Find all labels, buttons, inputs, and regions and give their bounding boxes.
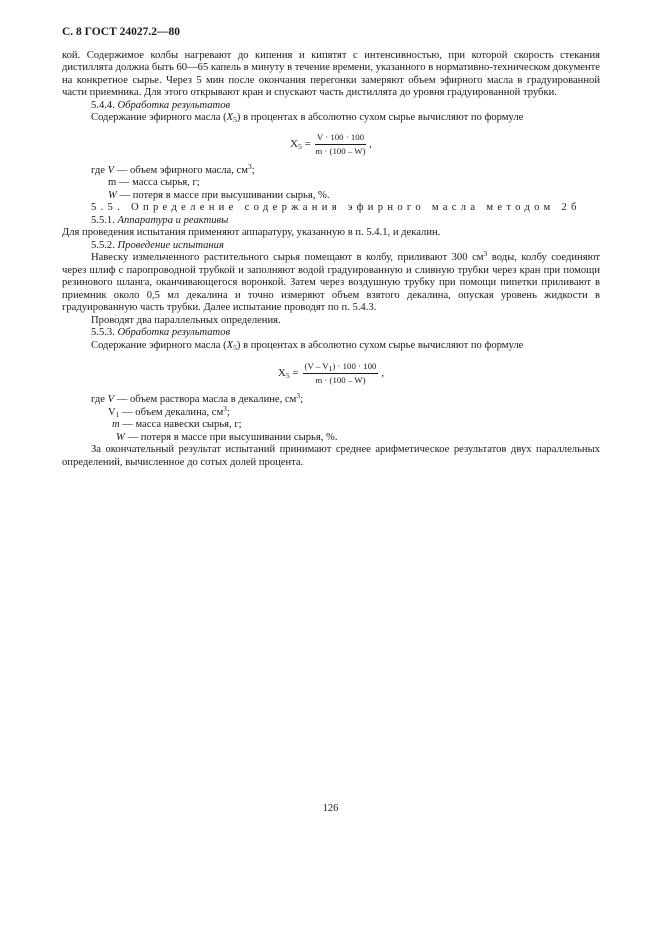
superscript: 3 [483,249,488,258]
var: V [108,406,116,418]
paragraph-apparatus: Для проведения испытания применяют аппаратуру, указанную в п. 5.4.1, и декалин. [62,227,441,238]
section-number: 5.5.2. [91,239,115,251]
where-item-v [62,161,600,178]
section-5-5-3-heading [62,327,600,340]
section-number: 5.4.4. [91,99,115,111]
subscript: 5 [298,142,302,152]
section-5-5-1-heading [62,215,600,228]
paragraph-parallel: Проводят два параллельных определения. [91,314,281,326]
var-x: X [226,112,234,123]
subscript: 1 [115,409,120,419]
section-number: 5.5.3. [91,327,115,338]
text: (V – V [304,360,329,371]
section-5-5-heading: 5.5. Определение содержания эфирного масла методом 2б [91,202,581,213]
formula-fraction [303,361,379,386]
paragraph-final-result: За окончательный результат испытаний принимают среднее арифметическое результатов двух параллельных определений, вычисленное до сотых долей процента. [62,444,600,468]
section-title: Проведение испытания [117,239,224,251]
text: ) в процентах в абсолютно сухом сырье вычисляют по формуле [236,339,524,351]
var: W [108,189,117,201]
superscript: 3 [223,403,227,413]
where-item-v1 [62,403,600,420]
text: ; [300,394,304,405]
var: V [107,164,115,176]
text: — потеря в массе при высушивании сырья, %. [124,431,338,443]
text: Содержание эфирного масла ( [91,339,227,351]
text: где [91,164,108,176]
subscript: 1 [328,363,333,373]
page-header: С. 8 ГОСТ 24027.2—80 [62,26,181,38]
text: — потеря в массе при высушивании сырья, %. [116,189,330,201]
var-x: X [226,339,234,351]
equals-sign: = [292,366,299,379]
formula-lhs [278,367,299,380]
var: W [116,431,125,443]
var-x: X [277,366,286,379]
subscript: 5 [285,370,290,380]
text: ) · 100 · 100 [332,360,377,371]
paragraph-distillation: кой. Содержимое колбы нагревают до кипения и кипятят с интенсивностью, при которой скорость стекания дистиллята должна быть 60—65 капель в минуту в течение времени, указанного в нормативно-техническом документе на конкретное сырье. Через 5 мин после окончания перегонки замеряют объем эфирного масла в градуированной части приемника. Для этого открывают кран и спускают часть дистиллята до уровня градуированной трубки. [62,49,600,98]
where-item-w [62,432,600,445]
document-page [62,26,600,469]
paragraph-formula-intro-1 [62,112,600,125]
formula-1 [62,125,600,165]
text: — объем декалина, см [119,406,224,418]
formula-fraction [315,132,366,157]
section-5-4-4-heading [62,100,600,113]
text: — объем раствора масла в декалине, см [114,394,297,405]
denominator: m · (100 – W) [315,374,366,385]
where-item-w [62,190,600,203]
text: — объем эфирного масла, см [114,164,248,176]
paragraph-procedure [62,249,600,315]
text: Навеску измельченного растительного сырья помещают в колбу, приливают 300 см [91,252,484,263]
formula-comma: , [381,366,385,379]
section-5-5-2-heading [62,240,600,253]
text: — масса навески сырья, г; [119,419,242,430]
formula-lhs [290,138,311,151]
superscript: 3 [247,161,252,171]
section-title: Аппаратура и реактивы [117,214,229,226]
numerator: V · 100 · 100 [315,132,366,145]
where-item-v [62,391,600,407]
var: m [112,419,120,430]
superscript: 3 [296,391,301,400]
formula-comma: , [369,138,372,151]
section-title: Обработка результатов [117,327,231,338]
section-title: Обработка результатов [117,99,231,111]
subscript: 5 [233,342,237,352]
text: ; [226,406,230,418]
equals-sign: = [304,138,311,151]
where-item-m: m — масса сырья, г; [108,177,200,188]
subscript: 5 [233,115,237,124]
text: ; [251,164,255,176]
where-item-m [62,419,600,432]
text: воды, колбу соединяют через шлиф с паропроводной трубкой и заполняют водой градуированную и сливную трубки через кран при помощи резинового шланга, оканчивающегося воронкой. Затем через воздушную трубку при помощи пипетки приливают в приемник около 0,5 мл декалина и точно измеряют объем взятого декалина, опуская уровень жидкости в градуированную часть трубки. Далее испытание проводят по п. 5.4.3. [62,252,600,313]
text: Содержание эфирного масла ( [91,112,227,123]
formula-2 [62,352,600,394]
page-number: 126 [322,803,339,814]
text: ) в процентах в абсолютно сухом сырье вычисляют по формуле [236,112,524,123]
denominator: m · (100 – W) [315,146,366,156]
var: V [107,394,115,405]
numerator [303,361,379,374]
section-number: 5.5.1. [91,214,115,226]
text: где [91,394,108,405]
paragraph-formula-intro-2 [62,340,600,353]
var-x: X [290,138,299,151]
